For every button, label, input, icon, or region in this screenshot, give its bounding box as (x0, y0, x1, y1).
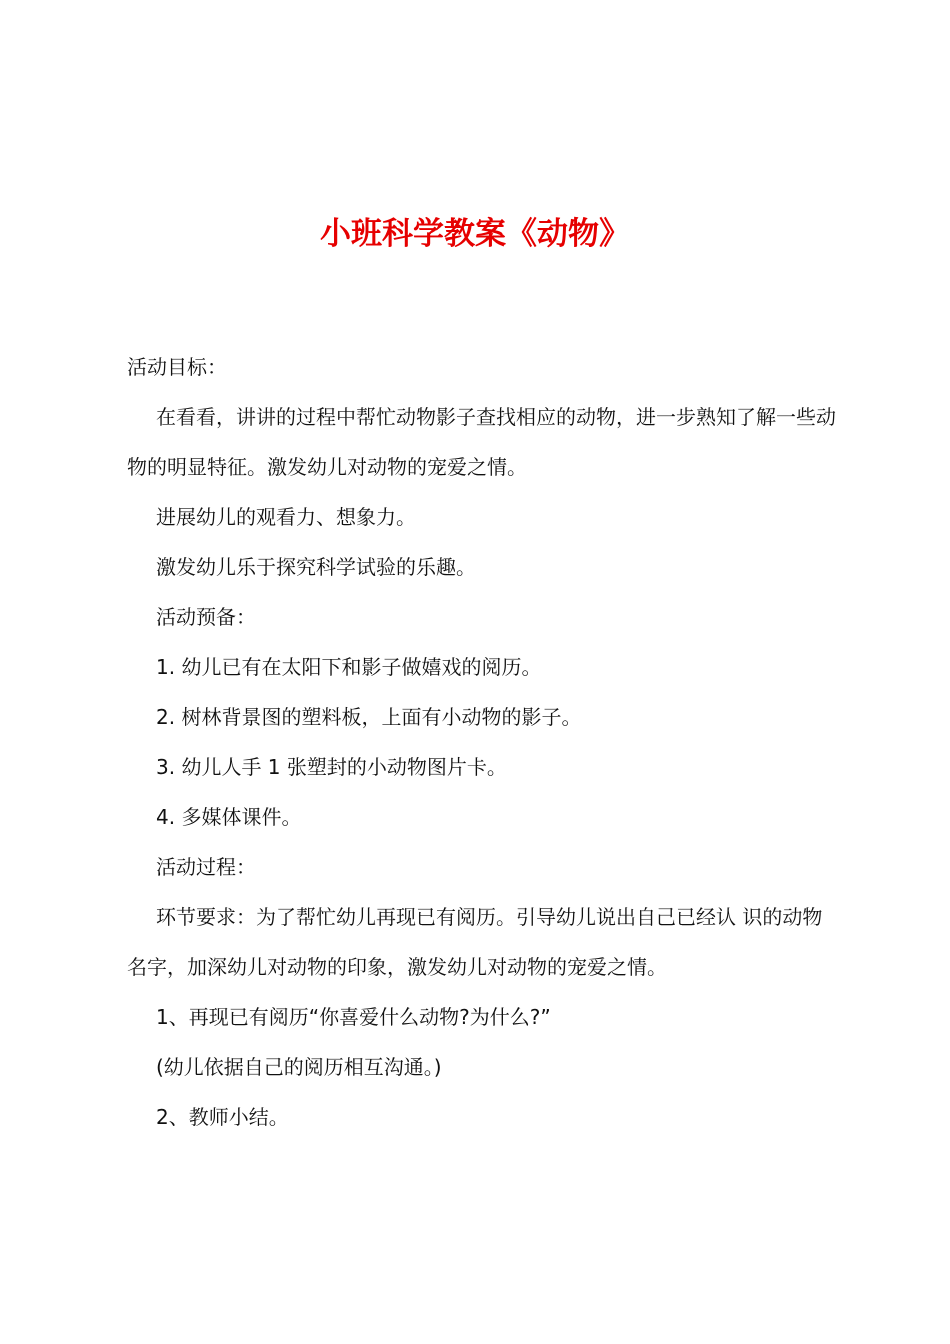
paragraph: 激发幼儿乐于探究科学试验的乐趣。 (156, 555, 476, 579)
section-heading-goals: 活动目标： (127, 355, 227, 379)
paragraph: 1、再现已有阅历“你喜爱什么动物?为什么?” (156, 1005, 551, 1029)
paragraph: 进展幼儿的观看力、想象力。 (156, 505, 416, 529)
list-item: 2. 树林背景图的塑料板，上面有小动物的影子。 (156, 705, 582, 729)
document-body (127, 342, 837, 1142)
section-heading-preparation: 活动预备： (156, 605, 256, 629)
list-item: 1. 幼儿已有在太阳下和影子做嬉戏的阅历。 (156, 655, 542, 679)
list-item: 4. 多媒体课件。 (156, 805, 302, 829)
document-title: 小班科学教案《动物》 (320, 216, 630, 252)
list-item: 3. 幼儿人手 1 张塑封的小动物图片卡。 (156, 755, 507, 779)
paragraph: 在看看，讲讲的过程中帮忙动物影子查找相应的动物，进一步熟知了解一些动物的明显特征。激发幼儿对动物的宠爱之情。 (127, 405, 836, 479)
paragraph: 环节要求：为了帮忙幼儿再现已有阅历。引导幼儿说出自己已经认 识的动物名字，加深幼儿对动物的印象，激发幼儿对动物的宠爱之情。 (127, 905, 823, 979)
paragraph: (幼儿依据自己的阅历相互沟通。) (156, 1055, 442, 1079)
section-heading-process: 活动过程： (156, 855, 256, 879)
paragraph: 2、教师小结。 (156, 1105, 289, 1129)
